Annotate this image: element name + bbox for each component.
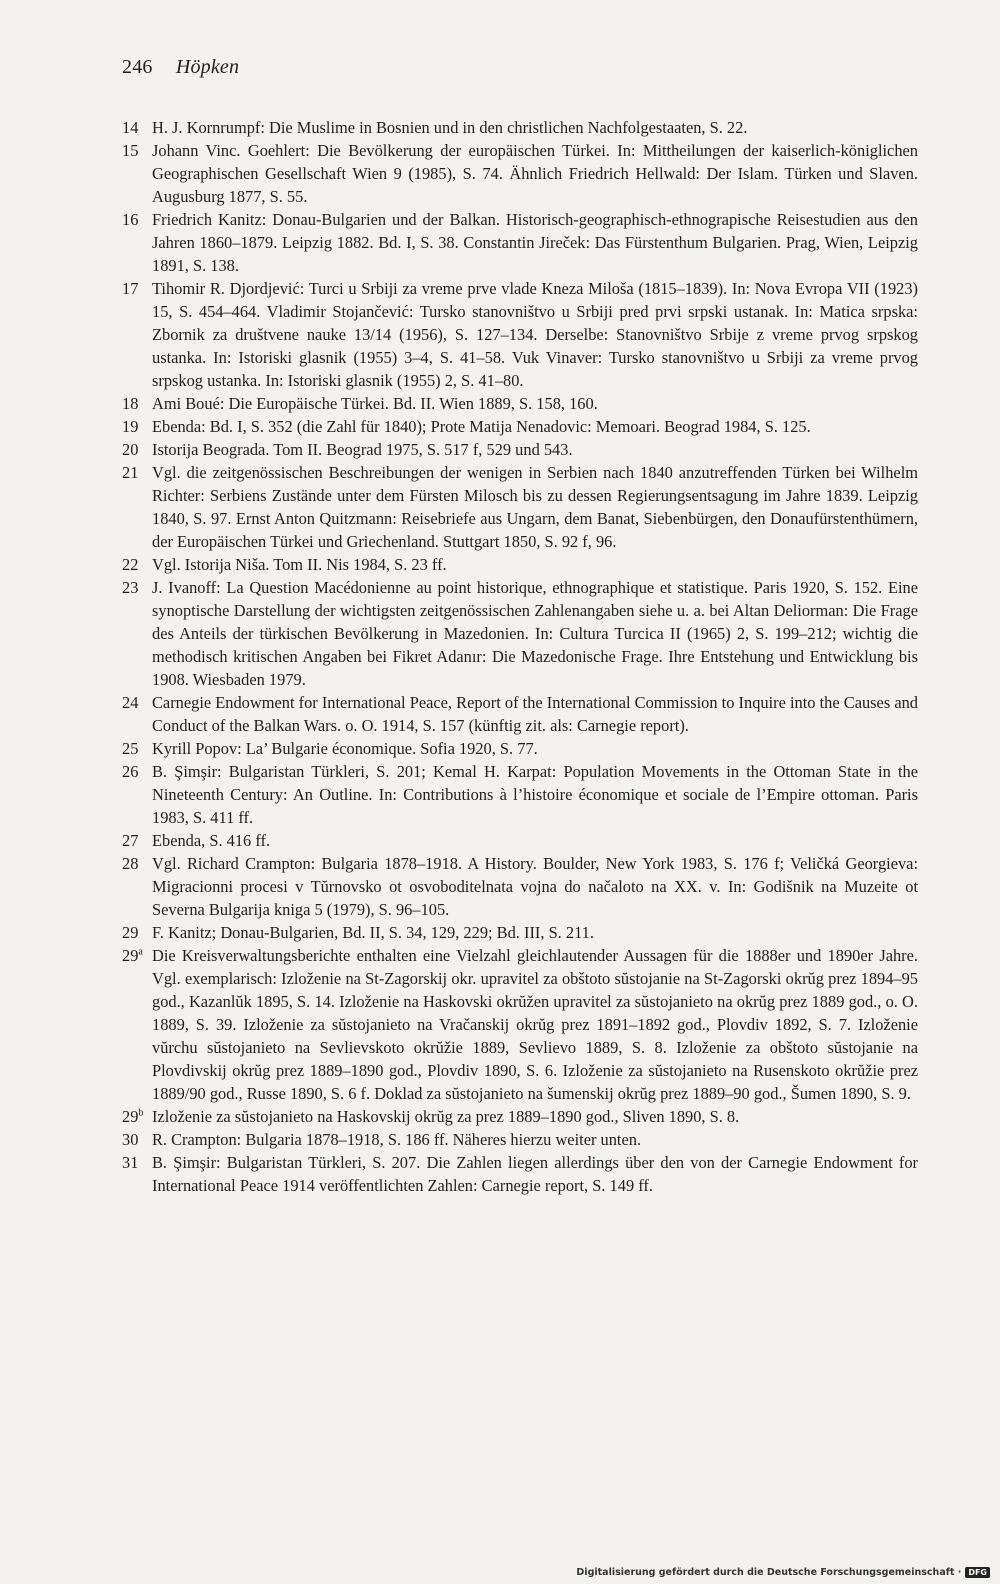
page-header: [122, 56, 239, 79]
footnote-item: [122, 737, 918, 760]
footnote-item: [122, 116, 918, 139]
footnote-item: [122, 1128, 918, 1151]
footnote-item: [122, 392, 918, 415]
footnote-item: [122, 921, 918, 944]
footnote-number-text: 24: [122, 693, 139, 712]
footnote-number-text: 23: [122, 578, 139, 597]
footnote-item: [122, 1151, 918, 1197]
footnote-text: Tihomir R. Djordjević: Turci u Srbiji za vreme prve vlade Kneza Miloša (1815–1839). In: Nova Evropa VII (1923) 15, S. 454–464. Vladimir Stojančević: Tursko stanovništvo u Srbiji pred prvi srpski ustanak. In: Matica srpska: Zbornik za društvene nauke 13/14 (1956), S. 127–134. Derselbe: Stanovništvo Srbije z vreme prvog srpskog ustanka. In: Istoriski glasnik (1955) 3–4, S. 41–58. Vuk Vinaver: Tursko stanovništvo u Srbiji za vreme prvog srpskog ustanka. In: Istoriski glasnik (1955) 2, S. 41–80.: [152, 279, 918, 390]
footnote-text: F. Kanitz; Donau-Bulgarien, Bd. II, S. 34, 129, 229; Bd. III, S. 211.: [152, 923, 594, 942]
footnote-number: [122, 277, 152, 392]
footnote-number: [122, 1151, 152, 1197]
footnote-text: Ami Boué: Die Europäische Türkei. Bd. II. Wien 1889, S. 158, 160.: [152, 394, 598, 413]
footnote-text: J. Ivanoff: La Question Macédonienne au point historique, ethnographique et statistique. Paris 1920, S. 152. Eine synoptische Darstellung der wichtigsten zeitgenössischen Zahlenangaben siehe u. a. bei Altan Deliorman: Die Frage des Anteils der türkischen Bevölkerung in Mazedonien. In: Cultura Turcica II (1965) 2, S. 199–212; wichtig die methodisch kritischen Angaben bei Fikret Adanır: Die Mazedonische Frage. Ihre Entstehung und Entwicklung bis 1908. Wiesbaden 1979.: [152, 578, 918, 689]
footnote-number-text: 30: [122, 1130, 139, 1149]
footnote-text: Ebenda, S. 416 ff.: [152, 831, 271, 850]
footnote-number: [122, 1128, 152, 1151]
footnote-number-text: 20: [122, 440, 139, 459]
footnote-number-text: 18: [122, 394, 139, 413]
page-number: 246: [122, 56, 153, 78]
footnote-number: [122, 1105, 152, 1128]
footnote-number-text: 16: [122, 210, 139, 229]
footnote-number: [122, 944, 152, 1105]
footnote-number-text: 29: [122, 946, 139, 965]
footnote-item: [122, 852, 918, 921]
footnote-number: [122, 392, 152, 415]
footnote-text: Die Kreisverwaltungsberichte enthalten eine Vielzahl gleichlautender Aussagen für die 1888er und 1890er Jahre. Vgl. exemplarisch: Izloženie na St-Zagorskij okr. upravitel za obštoto sŭstojanie na St-Zagorski okrŭg prez 1894–95 god., Kazanlŭk 1895, S. 14. Izloženie na Haskovski okrŭžen upravitel za sŭstojanieto na okrŭg prez 1889 god., o. O. 1889, S. 39. Izloženie za sŭstojanieto na Vračanskij okrŭg prez 1891–1892 god., Plovdiv 1892, S. 7. Izloženie vŭrchu sŭstojanieto na Sevlievskoto okrŭžie 1889, Sevlievo 1889, S. 8. Izloženie za obštoto sŭstojanie na Plovdivskij okrŭg prez 1889–1890 god., Plovdiv 1890, S. 6. Izloženie za sŭstojanieto na Rusenskoto okrŭžie prez 1889/90 god., Russe 1890, S. 6 f. Doklad za sŭstojanieto na šumenskij okrŭg prez 1889–90 god., Šumen 1890, S. 9.: [152, 946, 918, 1103]
running-head-author: Höpken: [175, 56, 240, 78]
footnote-number-text: 28: [122, 854, 139, 873]
footer-text: Digitalisierung gefördert durch die Deutsche Forschungsgemeinschaft ·: [576, 1567, 962, 1578]
footnote-number: [122, 921, 152, 944]
footnote-item: [122, 438, 918, 461]
footnote-number: [122, 691, 152, 737]
footnotes-list: [122, 116, 918, 1197]
footnote-number: [122, 760, 152, 829]
footnote-number-text: 27: [122, 831, 139, 850]
footnote-number-text: 22: [122, 555, 139, 574]
footnote-item: [122, 829, 918, 852]
footnote-number-suffix: b: [138, 1107, 144, 1119]
footnote-text: B. Şimşir: Bulgaristan Türkleri, S. 207. Die Zahlen liegen allerdings über den von der Carnegie Endowment for International Peace 1914 veröffentlichten Zahlen: Carnegie report, S. 149 ff.: [152, 1153, 918, 1195]
footnote-number-text: 14: [122, 118, 139, 137]
footnote-item: [122, 576, 918, 691]
footer-credit: [576, 1567, 990, 1578]
footnote-number: [122, 415, 152, 438]
footnote-text: Vgl. die zeitgenössischen Beschreibungen der wenigen in Serbien nach 1840 anzutreffenden Türken bei Wilhelm Richter: Serbiens Zustände unter dem Fürsten Milosch bis zu dessen Regierungsentsagung im Jahre 1839. Leipzig 1840, S. 97. Ernst Anton Quitzmann: Reisebriefe aus Ungarn, dem Banat, Siebenbürgen, den Donaufürstenthümern, der Europäischen Türkei und Griechenland. Stuttgart 1850, S. 92 f, 96.: [152, 463, 918, 551]
footnote-item: [122, 139, 918, 208]
footnote-number: [122, 852, 152, 921]
footnote-number-text: 29: [122, 1107, 139, 1126]
footnote-text: Istorija Beograda. Tom II. Beograd 1975, S. 517 f, 529 und 543.: [152, 440, 573, 459]
footnote-number-text: 25: [122, 739, 139, 758]
footnote-number: [122, 139, 152, 208]
footnote-number-text: 31: [122, 1153, 139, 1172]
footnote-item: [122, 208, 918, 277]
footnote-text: Kyrill Popov: La’ Bulgarie économique. Sofia 1920, S. 77.: [152, 739, 538, 758]
footnote-text: Johann Vinc. Goehlert: Die Bevölkerung der europäischen Türkei. In: Mittheilungen der kaiserlich-königlichen Geographischen Gesellschaft Wien 9 (1985), S. 74. Ähnlich Friedrich Hellwald: Der Islam. Türken und Slaven. Augusburg 1877, S. 55.: [152, 141, 918, 206]
footnote-item: [122, 277, 918, 392]
footnote-number: [122, 553, 152, 576]
footnote-text: H. J. Kornrumpf: Die Muslime in Bosnien und in den christlichen Nachfolgestaaten, S. 22.: [152, 118, 748, 137]
footnote-text: B. Şimşir: Bulgaristan Türkleri, S. 201; Kemal H. Karpat: Population Movements in the Ottoman State in the Nineteenth Century: An Outline. In: Contributions à l’histoire économique et sociale de l’Empire ottoman. Paris 1983, S. 411 ff.: [152, 762, 918, 827]
footnote-text: R. Crampton: Bulgaria 1878–1918, S. 186 ff. Näheres hierzu weiter unten.: [152, 1130, 642, 1149]
dfg-logo-icon: DFG: [965, 1567, 990, 1578]
footnote-text: Ebenda: Bd. I, S. 352 (die Zahl für 1840); Prote Matija Nenadovic: Memoari. Beograd 1984, S. 125.: [152, 417, 811, 436]
footnote-number-text: 29: [122, 923, 139, 942]
footnote-number: [122, 461, 152, 553]
footnote-item: [122, 415, 918, 438]
footnote-item: [122, 1105, 918, 1128]
footnote-item: [122, 760, 918, 829]
footnote-item: [122, 691, 918, 737]
footnote-item: [122, 461, 918, 553]
footnote-number-text: 17: [122, 279, 139, 298]
footnote-number: [122, 438, 152, 461]
footnote-number: [122, 208, 152, 277]
footnote-number-text: 26: [122, 762, 139, 781]
footnote-number: [122, 116, 152, 139]
footnote-number-text: 19: [122, 417, 139, 436]
footnote-number: [122, 576, 152, 691]
footnote-text: Vgl. Richard Crampton: Bulgaria 1878–1918. A History. Boulder, New York 1983, S. 176 f; Veličká Georgieva: Migracionni procesi v Tŭrnovsko ot osvoboditelnata vojna do načaloto na XX. v. In: Godišnik na Muzeite ot Severna Bulgarija kniga 5 (1979), S. 96–105.: [152, 854, 918, 919]
footnote-number-text: 15: [122, 141, 139, 160]
footnote-number-suffix: a: [138, 946, 143, 958]
footnote-text: Carnegie Endowment for International Peace, Report of the International Commission to Inquire into the Causes and Conduct of the Balkan Wars. o. O. 1914, S. 157 (künftig zit. als: Carnegie report).: [152, 693, 918, 735]
footnote-text: Vgl. Istorija Niša. Tom II. Nis 1984, S. 23 ff.: [152, 555, 447, 574]
footnote-item: [122, 944, 918, 1105]
footnote-item: [122, 553, 918, 576]
footnote-text: Friedrich Kanitz: Donau-Bulgarien und der Balkan. Historisch-geographisch-ethnograpische Reisestudien aus den Jahren 1860–1879. Leipzig 1882. Bd. I, S. 38. Constantin Jireček: Das Fürstenthum Bulgarien. Prag, Wien, Leipzig 1891, S. 138.: [152, 210, 918, 275]
footnote-text: Izloženie za sŭstojanieto na Haskovskij okrŭg za prez 1889–1890 god., Sliven 1890, S. 8.: [152, 1107, 740, 1126]
footnote-number: [122, 829, 152, 852]
footnote-number-text: 21: [122, 463, 139, 482]
footnote-number: [122, 737, 152, 760]
